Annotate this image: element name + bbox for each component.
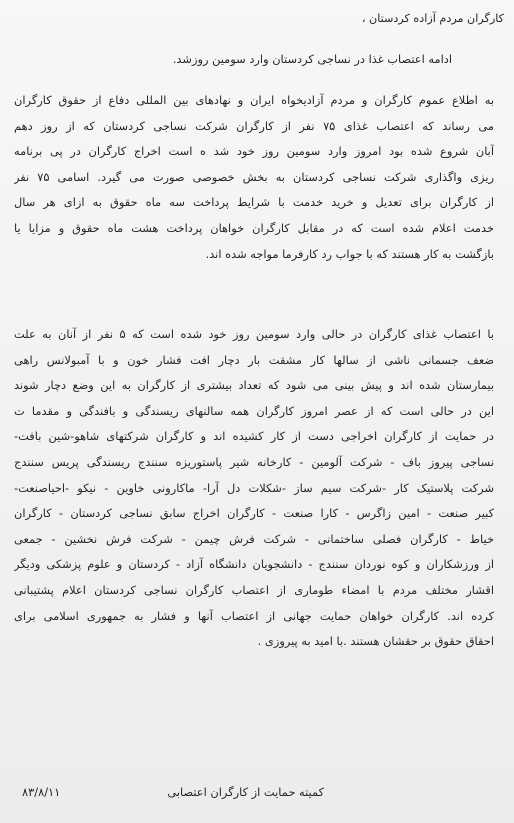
signature-committee: کمیته حمایت از کارگران اعتصابی [167,785,324,799]
signature-date: ۸۳/۸/۱۱ [22,785,61,799]
text-line: ریزی واگذاری شرکت نساجی کردستان به بخش خصوصی صورت می گیرد. اسامی ۷۵ نفر [14,169,494,184]
salutation: کارگران مردم آزاده کردستان ، [361,12,504,25]
text-line: می رساند که اعتصاب غذای ۷۵ نفر از کارگران شرکت نساجی کردستان که از روز دهم [14,118,494,133]
text-line: در حمایت از کارگران اخراجی دست از کار کشیده اند و کارگران شرکتهای شاهو-شین بافت- [14,429,494,444]
paragraph-1 [14,88,494,267]
text-line: بازگشت به کار هستند که با جواب رد کارفرما مواجه شده اند. [205,246,494,261]
text-line: کبیر صنعت - امین زاگرس - کارا صنعت - کارگران اخراج سابق نساجی کردستان - کارگران [14,506,494,521]
text-line: نساجی پیروز باف - شرکت آلومین - کارخانه شیر پاستوریزه سنندج ریسندگی پریس سنندج [14,454,494,469]
text-line: به اطلاع عموم کارگران و مردم آزادیخواه ایران و نهادهای بین المللی دفاع از حقوق کارگران [14,93,494,107]
text-line: از ورزشکاران و کوه نوردان سنندج - دانشجویان دانشگاه آزاد - کردستان و علوم پزشکی ودیگر [14,557,494,572]
text-line: بیمارستان شده اند و پیش بینی می شود که تعداد بیشتری از کارگران به این وضع دچار شوند [14,378,494,393]
text-line: کرده اند. کارگران خواهان حمایت جهانی از اعتصاب آنها و فشار به جمهوری اسلامی برای [14,608,494,623]
text-line: آبان شروع شده بود امروز وارد سومین روز خود شد ه است اخراج کارگران در پی برنامه [14,144,494,159]
text-line: از کارگران برای تعدیل و خرید خدمت با شرایط پرداخت سه ماه حقوق به ازای هر سال [14,195,494,210]
text-line: شرکت پلاستیک کار -شرکت سیم ساز -شکلات دل آرا- ماکارونی خاوین - نیکو -احیاصنعت- [14,480,494,495]
text-line: با اعتصاب غذای کارگران در حالی وارد سومین روز خود شده است که ۵ نفر از آنان به علت [14,327,494,341]
text-line: خدمت اعلام شده است که در مقابل کارگران خواهان پرداخت هشت ماه حقوق و مزایا یا [14,220,494,235]
subject-line: ادامه اعتصاب غذا در نساجی کردستان وارد سومین روزشد. [172,52,452,66]
text-line: اقشار مختلف مردم با امضاء طوماری از اعتصاب کارگران نساجی کردستان اعلام پشتیبانی [14,582,494,597]
text-line: ضعف جسمانی ناشی از سالها کار مشقت بار دچار افت فشار خون و با آمبولانس راهی [14,352,494,367]
text-line: این در حالی است که از عصر امروز کارگران همه سالنهای ریسندگی و بافندگی و مقدما ت [14,403,494,418]
text-line: احقاق حقوق بر حقشان هستند .با امید به پیروزی . [257,634,494,649]
paragraph-2 [14,322,494,655]
text-line: خیاط - کارگران فصلی ساختمانی - شرکت فرش چیمن - شرکت فرش نخشین - جمعی [14,531,494,546]
